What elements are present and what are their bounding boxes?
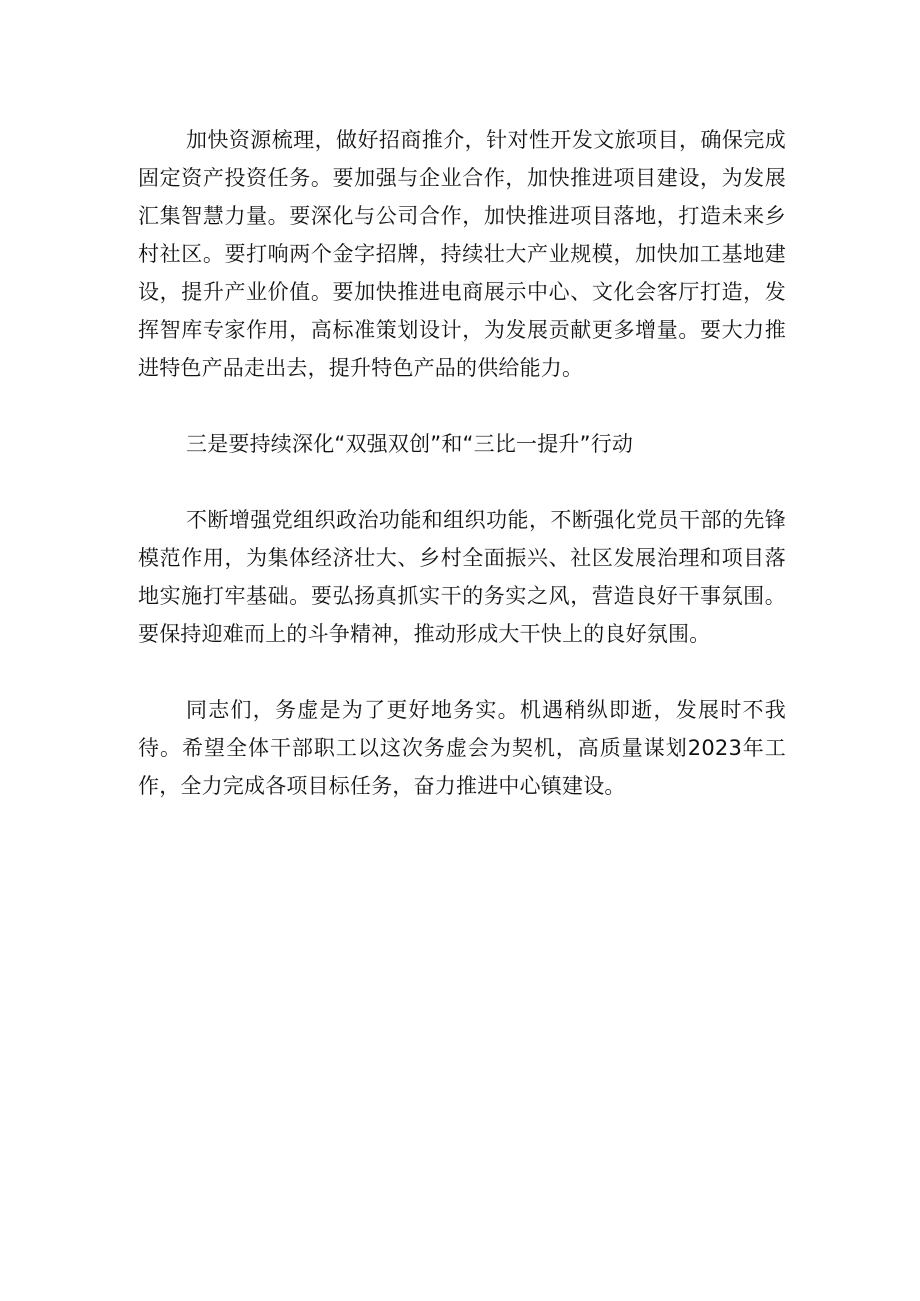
paragraph-closing: 同志们，务虚是为了更好地务实。机遇稍纵即逝，发展时不我待。希望全体干部职工以这次务虚会为契机，高质量谋划2023年工作，全力完成各项目标任务，奋力推进中心镇建设。: [138, 698, 786, 798]
paragraph-party-organization: 不断增强党组织政治功能和组织功能，不断强化党员干部的先锋模范作用，为集体经济壮大、乡村全面振兴、社区发展治理和项目落地实施打牢基础。要弘扬真抓实干的务实之风，营造良好干事氛围。要保持迎难而上的斗争精神，推动形成大干快上的良好氛围。: [138, 508, 786, 646]
paragraph-resources: 加快资源梳理，做好招商推介，针对性开发文旅项目，确保完成固定资产投资任务。要加强与企业合作，加快推进项目建设，为发展汇集智慧力量。要深化与公司合作，加快推进项目落地，打造未来乡村社区。要打响两个金字招牌，持续壮大产业规模，加快加工基地建设，提升产业价值。要加快推进电商展示中心、文化会客厅打造，发挥智库专家作用，高标准策划设计，为发展贡献更多增量。要大力推进特色产品走出去，提升特色产品的供给能力。: [138, 128, 786, 380]
section-heading: 三是要持续深化“双强双创”和“三比一提升”行动: [186, 432, 634, 456]
document-body: [138, 121, 786, 805]
